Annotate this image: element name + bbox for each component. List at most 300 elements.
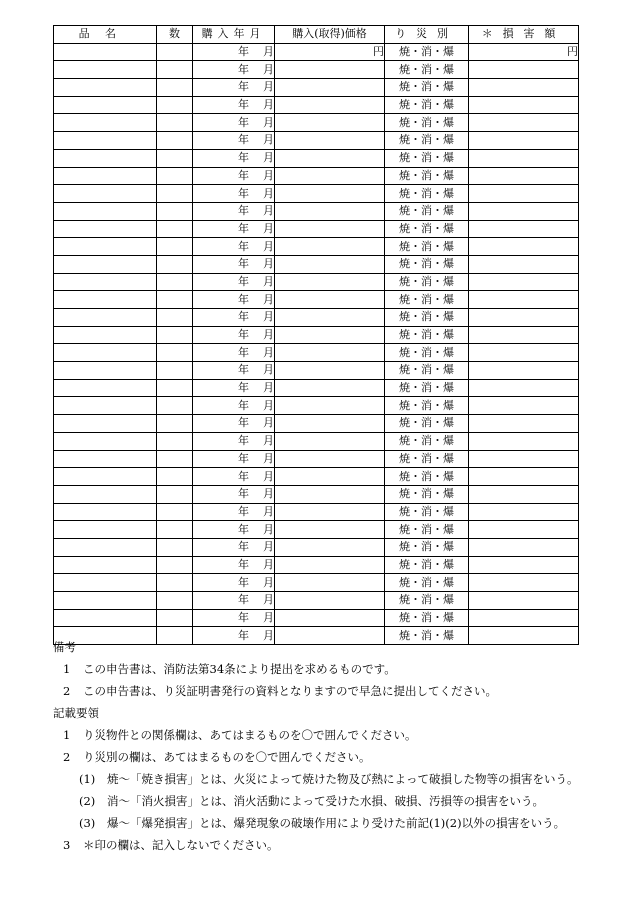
- purchase-date-cell[interactable]: [193, 185, 275, 203]
- disaster-type-cell[interactable]: [385, 96, 469, 114]
- purchase-price-cell[interactable]: [275, 185, 385, 203]
- quantity-cell[interactable]: [157, 450, 193, 468]
- year-label: 年: [238, 221, 249, 235]
- disaster-type-cell[interactable]: [385, 61, 469, 79]
- disaster-type-cell[interactable]: [385, 114, 469, 132]
- damage-amount-cell[interactable]: [469, 556, 579, 574]
- damage-amount-cell[interactable]: [469, 202, 579, 220]
- purchase-price-cell[interactable]: [275, 485, 385, 503]
- purchase-price-cell[interactable]: [275, 397, 385, 415]
- item-name-cell[interactable]: [54, 96, 157, 114]
- disaster-type-cell[interactable]: [385, 397, 469, 415]
- table-row: [54, 521, 579, 539]
- table-row: [54, 432, 579, 450]
- damage-amount-cell[interactable]: [469, 415, 579, 433]
- purchase-price-cell[interactable]: [275, 238, 385, 256]
- purchase-date-cell[interactable]: [193, 521, 275, 539]
- quantity-cell[interactable]: [157, 503, 193, 521]
- year-label: 年: [238, 45, 249, 59]
- disaster-type-options[interactable]: 焼・消・爆: [399, 328, 454, 342]
- quantity-cell[interactable]: [157, 61, 193, 79]
- disaster-type-cell[interactable]: [385, 255, 469, 273]
- disaster-type-cell[interactable]: [385, 43, 469, 61]
- purchase-date-cell[interactable]: [193, 61, 275, 79]
- quantity-cell[interactable]: [157, 132, 193, 150]
- header-item-name: 品名: [54, 26, 157, 44]
- table-row: [54, 96, 579, 114]
- disaster-type-options[interactable]: 焼・消・爆: [399, 451, 454, 465]
- month-label: 月: [263, 310, 274, 324]
- purchase-price-cell[interactable]: [275, 609, 385, 627]
- table-row: [54, 61, 579, 79]
- year-label: 年: [238, 186, 249, 200]
- damage-amount-cell[interactable]: [469, 309, 579, 327]
- item-name-cell[interactable]: [54, 309, 157, 327]
- item-name-cell[interactable]: [54, 291, 157, 309]
- month-label: 月: [263, 292, 274, 306]
- damage-amount-cell[interactable]: [469, 167, 579, 185]
- subitem-text: 消～「消火損害」とは、消火活動によって受けた水損、破損、汚損等の損害をいう。: [107, 794, 544, 808]
- month-label: 月: [263, 168, 274, 182]
- disaster-type-cell[interactable]: [385, 362, 469, 380]
- purchase-price-cell[interactable]: [275, 379, 385, 397]
- month-label: 月: [263, 133, 274, 147]
- quantity-cell[interactable]: [157, 432, 193, 450]
- header-damage-amount: ＊損害額: [469, 26, 579, 44]
- disaster-type-cell[interactable]: [385, 592, 469, 610]
- quantity-cell[interactable]: [157, 43, 193, 61]
- disaster-type-cell[interactable]: [385, 538, 469, 556]
- damage-amount-cell[interactable]: [469, 61, 579, 79]
- disaster-type-cell[interactable]: [385, 379, 469, 397]
- disaster-type-cell[interactable]: [385, 415, 469, 433]
- disaster-type-options[interactable]: 焼・消・爆: [399, 557, 454, 571]
- quantity-cell[interactable]: [157, 468, 193, 486]
- purchase-date-cell[interactable]: [193, 468, 275, 486]
- disaster-type-options[interactable]: 焼・消・爆: [399, 45, 454, 59]
- purchase-date-cell[interactable]: [193, 255, 275, 273]
- disaster-type-options[interactable]: 焼・消・爆: [399, 593, 454, 607]
- purchase-date-cell[interactable]: [193, 220, 275, 238]
- purchase-date-cell[interactable]: [193, 132, 275, 150]
- disaster-type-options[interactable]: 焼・消・爆: [399, 540, 454, 554]
- quantity-cell[interactable]: [157, 114, 193, 132]
- header-disaster-type: り災別: [385, 26, 469, 44]
- month-label: 月: [263, 115, 274, 129]
- subitem-number: (2): [79, 794, 96, 808]
- purchase-date-cell[interactable]: [193, 432, 275, 450]
- disaster-type-options[interactable]: 焼・消・爆: [399, 487, 454, 501]
- quantity-cell[interactable]: [157, 415, 193, 433]
- item-name-cell[interactable]: [54, 61, 157, 79]
- purchase-date-cell[interactable]: [193, 415, 275, 433]
- purchase-date-cell[interactable]: [193, 149, 275, 167]
- purchase-date-cell[interactable]: [193, 574, 275, 592]
- disaster-type-cell[interactable]: [385, 450, 469, 468]
- year-label: 年: [238, 398, 249, 412]
- disaster-type-cell[interactable]: [385, 503, 469, 521]
- table-row: [54, 538, 579, 556]
- purchase-price-cell[interactable]: [275, 132, 385, 150]
- damage-amount-cell[interactable]: [469, 220, 579, 238]
- disaster-type-cell[interactable]: [385, 132, 469, 150]
- table-row: [54, 291, 579, 309]
- item-name-cell[interactable]: [54, 132, 157, 150]
- quantity-cell[interactable]: [157, 167, 193, 185]
- purchase-date-cell[interactable]: [193, 556, 275, 574]
- disaster-type-options[interactable]: 焼・消・爆: [399, 628, 454, 642]
- month-label: 月: [263, 611, 274, 625]
- instructions-item-1: [53, 724, 613, 746]
- table-row: [54, 43, 579, 61]
- quantity-cell[interactable]: [157, 379, 193, 397]
- item-name-cell[interactable]: [54, 503, 157, 521]
- item-name-cell[interactable]: [54, 79, 157, 97]
- item-name-cell[interactable]: [54, 220, 157, 238]
- damage-amount-cell[interactable]: [469, 291, 579, 309]
- damage-amount-cell[interactable]: [469, 485, 579, 503]
- damage-amount-cell[interactable]: [469, 432, 579, 450]
- month-label: 月: [263, 328, 274, 342]
- year-label: 年: [238, 416, 249, 430]
- disaster-type-cell[interactable]: [385, 344, 469, 362]
- month-label: 月: [263, 398, 274, 412]
- disaster-type-cell[interactable]: [385, 432, 469, 450]
- damage-amount-cell[interactable]: [469, 79, 579, 97]
- disaster-type-options[interactable]: 焼・消・爆: [399, 310, 454, 324]
- item-name-cell[interactable]: [54, 485, 157, 503]
- damage-item-table: [53, 25, 579, 645]
- purchase-price-cell[interactable]: [275, 574, 385, 592]
- quantity-cell[interactable]: [157, 238, 193, 256]
- damage-amount-cell[interactable]: [469, 114, 579, 132]
- month-label: 月: [263, 151, 274, 165]
- disaster-type-options[interactable]: 焼・消・爆: [399, 381, 454, 395]
- item-name-cell[interactable]: [54, 43, 157, 61]
- header-purchase-price: 購入(取得)価格: [275, 26, 385, 44]
- damage-amount-cell[interactable]: [469, 538, 579, 556]
- purchase-date-cell[interactable]: [193, 362, 275, 380]
- table-row: [54, 114, 579, 132]
- purchase-price-cell[interactable]: [275, 415, 385, 433]
- purchase-price-cell[interactable]: [275, 432, 385, 450]
- year-label: 年: [238, 168, 249, 182]
- year-label: 年: [238, 611, 249, 625]
- table-row: [54, 309, 579, 327]
- disaster-type-cell[interactable]: [385, 609, 469, 627]
- table-row: [54, 132, 579, 150]
- damage-amount-cell[interactable]: [469, 574, 579, 592]
- purchase-price-cell[interactable]: [275, 149, 385, 167]
- item-name-cell[interactable]: [54, 574, 157, 592]
- purchase-date-cell[interactable]: [193, 291, 275, 309]
- purchase-price-cell[interactable]: [275, 309, 385, 327]
- damage-amount-cell[interactable]: [469, 609, 579, 627]
- disaster-type-options[interactable]: 焼・消・爆: [399, 469, 454, 483]
- quantity-cell[interactable]: [157, 538, 193, 556]
- purchase-date-cell[interactable]: [193, 273, 275, 291]
- damage-amount-cell[interactable]: [469, 450, 579, 468]
- purchase-price-cell[interactable]: [275, 167, 385, 185]
- purchase-date-cell[interactable]: [193, 309, 275, 327]
- disaster-type-options[interactable]: 焼・消・爆: [399, 363, 454, 377]
- purchase-price-cell[interactable]: [275, 61, 385, 79]
- quantity-cell[interactable]: [157, 202, 193, 220]
- quantity-cell[interactable]: [157, 592, 193, 610]
- disaster-type-cell[interactable]: [385, 574, 469, 592]
- month-label: 月: [263, 345, 274, 359]
- year-label: 年: [238, 204, 249, 218]
- disaster-type-options[interactable]: 焼・消・爆: [399, 151, 454, 165]
- quantity-cell[interactable]: [157, 220, 193, 238]
- disaster-type-options[interactable]: 焼・消・爆: [399, 398, 454, 412]
- table-row: [54, 592, 579, 610]
- purchase-date-cell[interactable]: [193, 202, 275, 220]
- table-row: [54, 397, 579, 415]
- disaster-type-options[interactable]: 焼・消・爆: [399, 133, 454, 147]
- disaster-type-options[interactable]: 焼・消・爆: [399, 257, 454, 271]
- year-label: 年: [238, 487, 249, 501]
- disaster-type-options[interactable]: 焼・消・爆: [399, 221, 454, 235]
- disaster-type-options[interactable]: 焼・消・爆: [399, 522, 454, 536]
- quantity-cell[interactable]: [157, 362, 193, 380]
- item-name-cell[interactable]: [54, 432, 157, 450]
- quantity-cell[interactable]: [157, 556, 193, 574]
- damage-amount-cell[interactable]: [469, 521, 579, 539]
- purchase-price-cell[interactable]: [275, 273, 385, 291]
- purchase-date-cell[interactable]: [193, 592, 275, 610]
- purchase-date-cell[interactable]: [193, 609, 275, 627]
- purchase-date-cell[interactable]: [193, 538, 275, 556]
- month-label: 月: [263, 575, 274, 589]
- disaster-type-cell[interactable]: [385, 167, 469, 185]
- item-name-cell[interactable]: [54, 592, 157, 610]
- remarks-item-1: [53, 658, 613, 680]
- quantity-cell[interactable]: [157, 149, 193, 167]
- disaster-type-cell[interactable]: [385, 485, 469, 503]
- disaster-type-options[interactable]: 焼・消・爆: [399, 575, 454, 589]
- purchase-price-cell[interactable]: [275, 326, 385, 344]
- month-label: 月: [263, 257, 274, 271]
- month-label: 月: [263, 434, 274, 448]
- year-label: 年: [238, 504, 249, 518]
- damage-amount-cell[interactable]: [469, 132, 579, 150]
- item-name-cell[interactable]: [54, 167, 157, 185]
- disaster-type-options[interactable]: 焼・消・爆: [399, 80, 454, 94]
- disaster-type-cell[interactable]: [385, 273, 469, 291]
- disaster-type-cell[interactable]: [385, 79, 469, 97]
- damage-amount-cell[interactable]: [469, 273, 579, 291]
- purchase-date-cell[interactable]: [193, 96, 275, 114]
- item-name-cell[interactable]: [54, 185, 157, 203]
- disaster-type-options[interactable]: 焼・消・爆: [399, 186, 454, 200]
- disaster-type-options[interactable]: 焼・消・爆: [399, 434, 454, 448]
- item-name-cell[interactable]: [54, 344, 157, 362]
- purchase-date-cell[interactable]: [193, 79, 275, 97]
- disaster-type-options[interactable]: 焼・消・爆: [399, 345, 454, 359]
- purchase-price-cell[interactable]: [275, 96, 385, 114]
- damage-amount-cell[interactable]: [469, 503, 579, 521]
- subitem-text: 爆～「爆発損害」とは、爆発現象の破壊作用により受けた前記(1)(2)以外の損害をいう。: [107, 816, 566, 830]
- disaster-type-options[interactable]: 焼・消・爆: [399, 292, 454, 306]
- disaster-type-cell[interactable]: [385, 220, 469, 238]
- disaster-type-options[interactable]: 焼・消・爆: [399, 611, 454, 625]
- purchase-price-cell[interactable]: [275, 79, 385, 97]
- purchase-price-cell[interactable]: [275, 592, 385, 610]
- month-label: 月: [263, 239, 274, 253]
- quantity-cell[interactable]: [157, 255, 193, 273]
- instructions-item-text: り災別の欄は、あてはまるものを〇で囲んでください。: [83, 750, 371, 764]
- quantity-cell[interactable]: [157, 185, 193, 203]
- disaster-type-cell[interactable]: [385, 521, 469, 539]
- table-row: [54, 574, 579, 592]
- damage-amount-cell[interactable]: [469, 43, 579, 61]
- purchase-date-cell[interactable]: [193, 379, 275, 397]
- quantity-cell[interactable]: [157, 96, 193, 114]
- quantity-cell[interactable]: [157, 326, 193, 344]
- disaster-type-options[interactable]: 焼・消・爆: [399, 62, 454, 76]
- disaster-type-cell[interactable]: [385, 185, 469, 203]
- disaster-type-options[interactable]: 焼・消・爆: [399, 416, 454, 430]
- disaster-type-options[interactable]: 焼・消・爆: [399, 98, 454, 112]
- item-name-cell[interactable]: [54, 468, 157, 486]
- remarks-title: 備考: [53, 640, 76, 654]
- item-name-cell[interactable]: [54, 238, 157, 256]
- damage-amount-cell[interactable]: [469, 468, 579, 486]
- month-label: 月: [263, 557, 274, 571]
- damage-amount-cell[interactable]: [469, 592, 579, 610]
- instructions-item-2: [53, 746, 613, 768]
- purchase-date-cell[interactable]: [193, 503, 275, 521]
- item-name-cell[interactable]: [54, 362, 157, 380]
- subitem-number: (1): [79, 772, 96, 786]
- purchase-date-cell[interactable]: [193, 238, 275, 256]
- quantity-cell[interactable]: [157, 79, 193, 97]
- purchase-date-cell[interactable]: [193, 397, 275, 415]
- item-name-cell[interactable]: [54, 114, 157, 132]
- damage-amount-cell[interactable]: [469, 238, 579, 256]
- purchase-price-cell[interactable]: [275, 43, 385, 61]
- purchase-price-cell[interactable]: [275, 344, 385, 362]
- purchase-price-cell[interactable]: [275, 450, 385, 468]
- disaster-type-options[interactable]: 焼・消・爆: [399, 274, 454, 288]
- table-row: [54, 485, 579, 503]
- purchase-price-cell[interactable]: [275, 114, 385, 132]
- item-name-cell[interactable]: [54, 255, 157, 273]
- item-name-cell[interactable]: [54, 273, 157, 291]
- item-name-cell[interactable]: [54, 521, 157, 539]
- disaster-type-cell[interactable]: [385, 238, 469, 256]
- item-name-cell[interactable]: [54, 326, 157, 344]
- month-label: 月: [263, 274, 274, 288]
- table-header-row: [54, 26, 579, 44]
- year-label: 年: [238, 274, 249, 288]
- purchase-price-cell[interactable]: [275, 362, 385, 380]
- item-name-cell[interactable]: [54, 415, 157, 433]
- item-name-cell[interactable]: [54, 397, 157, 415]
- item-name-cell[interactable]: [54, 149, 157, 167]
- disaster-type-cell[interactable]: [385, 149, 469, 167]
- purchase-date-cell[interactable]: [193, 450, 275, 468]
- damage-amount-cell[interactable]: [469, 326, 579, 344]
- disaster-type-options[interactable]: 焼・消・爆: [399, 504, 454, 518]
- table-body: [54, 43, 579, 644]
- quantity-cell[interactable]: [157, 574, 193, 592]
- disaster-type-options[interactable]: 焼・消・爆: [399, 168, 454, 182]
- quantity-cell[interactable]: [157, 273, 193, 291]
- disaster-type-options[interactable]: 焼・消・爆: [399, 239, 454, 253]
- table-row: [54, 415, 579, 433]
- table-row: [54, 79, 579, 97]
- disaster-type-cell[interactable]: [385, 326, 469, 344]
- damage-amount-cell[interactable]: [469, 344, 579, 362]
- damage-amount-cell[interactable]: [469, 379, 579, 397]
- item-name-cell[interactable]: [54, 538, 157, 556]
- month-label: 月: [263, 469, 274, 483]
- purchase-date-cell[interactable]: [193, 344, 275, 362]
- purchase-price-cell[interactable]: [275, 556, 385, 574]
- item-name-cell[interactable]: [54, 609, 157, 627]
- purchase-price-cell[interactable]: [275, 220, 385, 238]
- damage-amount-cell[interactable]: [469, 96, 579, 114]
- month-label: 月: [263, 416, 274, 430]
- disaster-type-cell[interactable]: [385, 291, 469, 309]
- table-row: [54, 344, 579, 362]
- disaster-type-options[interactable]: 焼・消・爆: [399, 204, 454, 218]
- quantity-cell[interactable]: [157, 397, 193, 415]
- quantity-cell[interactable]: [157, 609, 193, 627]
- disaster-type-cell[interactable]: [385, 309, 469, 327]
- subitem-number: (3): [79, 816, 96, 830]
- disaster-type-options[interactable]: 焼・消・爆: [399, 115, 454, 129]
- quantity-cell[interactable]: [157, 521, 193, 539]
- disaster-type-cell[interactable]: [385, 556, 469, 574]
- purchase-price-cell[interactable]: [275, 291, 385, 309]
- quantity-cell[interactable]: [157, 344, 193, 362]
- disaster-type-cell[interactable]: [385, 468, 469, 486]
- purchase-date-cell[interactable]: [193, 326, 275, 344]
- disaster-type-cell[interactable]: [385, 202, 469, 220]
- purchase-price-cell[interactable]: [275, 538, 385, 556]
- item-name-cell[interactable]: [54, 202, 157, 220]
- table-row: [54, 609, 579, 627]
- year-label: 年: [238, 151, 249, 165]
- purchase-date-cell[interactable]: [193, 114, 275, 132]
- purchase-price-cell[interactable]: [275, 521, 385, 539]
- purchase-price-cell[interactable]: [275, 503, 385, 521]
- damage-amount-cell[interactable]: [469, 149, 579, 167]
- damage-amount-cell[interactable]: [469, 185, 579, 203]
- quantity-cell[interactable]: [157, 309, 193, 327]
- month-label: 月: [263, 363, 274, 377]
- item-name-cell[interactable]: [54, 556, 157, 574]
- item-name-cell[interactable]: [54, 450, 157, 468]
- damage-amount-cell[interactable]: [469, 397, 579, 415]
- table-row: [54, 220, 579, 238]
- purchase-date-cell[interactable]: [193, 43, 275, 61]
- purchase-price-cell[interactable]: [275, 468, 385, 486]
- purchase-price-cell[interactable]: [275, 202, 385, 220]
- year-label: 年: [238, 522, 249, 536]
- damage-amount-cell[interactable]: [469, 255, 579, 273]
- item-name-cell[interactable]: [54, 379, 157, 397]
- purchase-price-cell[interactable]: [275, 255, 385, 273]
- quantity-cell[interactable]: [157, 291, 193, 309]
- damage-amount-cell[interactable]: [469, 362, 579, 380]
- purchase-date-cell[interactable]: [193, 485, 275, 503]
- quantity-cell[interactable]: [157, 485, 193, 503]
- purchase-date-cell[interactable]: [193, 167, 275, 185]
